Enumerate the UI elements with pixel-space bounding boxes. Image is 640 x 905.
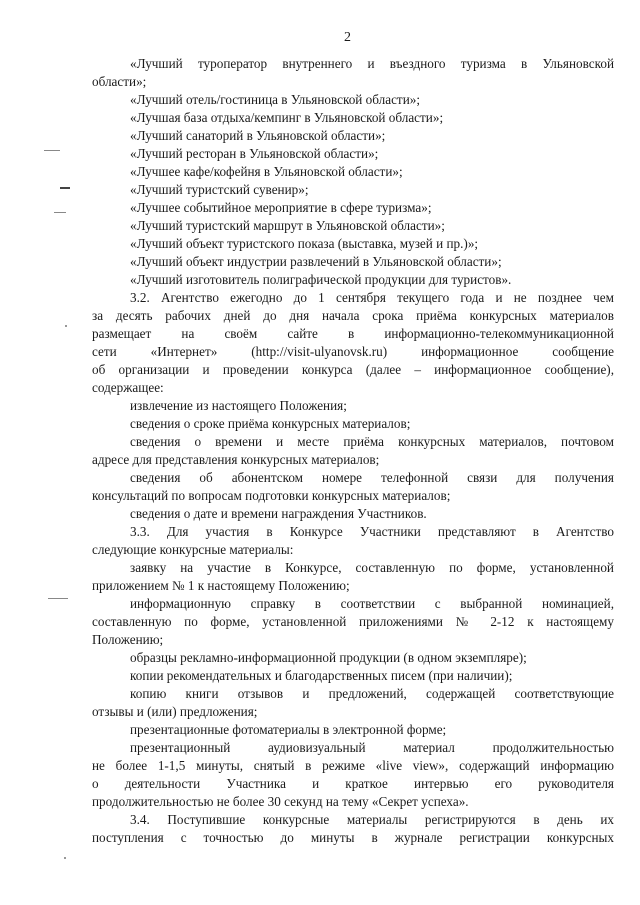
- text-line: «Лучшее кафе/кофейня в Ульяновской области»;: [130, 164, 403, 179]
- text-line: адресе для представления конкурсных материалов;: [92, 452, 380, 467]
- text-line: приложением № 1 к настоящему Положению;: [92, 578, 350, 593]
- text-line: «Лучший туристский маршрут в Ульяновской области»;: [130, 218, 445, 233]
- text-line: «Лучший объект индустрии развлечений в Ульяновской области»;: [130, 254, 502, 269]
- text-line: «Лучшее событийное мероприятие в сфере туризма»;: [130, 200, 432, 215]
- text-line: Положению;: [92, 632, 164, 647]
- text-line: «Лучший туристский сувенир»;: [130, 182, 309, 197]
- document-body: [92, 55, 614, 847]
- text-line: составленную по форме, установленной приложениями № 2-12 к настоящему: [92, 614, 614, 629]
- text-line: извлечение из настоящего Положения;: [130, 398, 347, 413]
- text-line: о деятельности Участника и краткое интервью его руководителя: [92, 776, 614, 791]
- text-line: 3.2. Агентство ежегодно до 1 сентября текущего года и не позднее чем: [130, 290, 614, 305]
- text-line: «Лучшая база отдыха/кемпинг в Ульяновской области»;: [130, 110, 444, 125]
- text-line: образцы рекламно-информационной продукции (в одном экземпляре);: [130, 650, 527, 665]
- text-line: копию книги отзывов и предложений, содержащей соответствующие: [130, 686, 614, 701]
- text-line: копии рекомендательных и благодарственных писем (при наличии);: [130, 668, 513, 683]
- text-line: информационную справку в соответствии с выбранной номинацией,: [130, 596, 614, 611]
- text-line: сведения о дате и времени награждения Участников.: [130, 506, 427, 521]
- text-line: размещает на своём сайте в информационно-телекоммуникационной: [92, 326, 614, 341]
- text-line: «Лучший санаторий в Ульяновской области»;: [130, 128, 386, 143]
- scan-artifact: [65, 325, 67, 327]
- text-line: «Лучший отель/гостиница в Ульяновской области»;: [130, 92, 421, 107]
- scan-artifact: [60, 187, 70, 189]
- text-line: «Лучший ресторан в Ульяновской области»;: [130, 146, 379, 161]
- text-line: об организации и проведении конкурса (далее – информационное сообщение),: [92, 362, 614, 377]
- text-line: презентационные фотоматериалы в электронной форме;: [130, 722, 447, 737]
- page-number: 2: [344, 30, 351, 45]
- scan-artifact: [44, 150, 60, 151]
- text-line: области»;: [92, 74, 147, 89]
- text-line: 3.3. Для участия в Конкурсе Участники представляют в Агентство: [130, 524, 614, 539]
- text-line: не более 1-1,5 минуты, снятый в режиме «live view», содержащий информацию: [92, 758, 614, 773]
- text-line: 3.4. Поступившие конкурсные материалы регистрируются в день их: [130, 812, 614, 827]
- text-line: заявку на участие в Конкурсе, составленную по форме, установленной: [130, 560, 614, 575]
- text-line: «Лучший объект туристского показа (выставка, музей и пр.)»;: [130, 236, 479, 251]
- text-line: «Лучший изготовитель полиграфической продукции для туристов».: [130, 272, 512, 287]
- text-line: консультаций по вопросам подготовки конкурсных материалов;: [92, 488, 451, 503]
- scan-artifact: [54, 212, 66, 213]
- text-line: сети «Интернет» (http://visit-ulyanovsk.ru) информационное сообщение: [92, 344, 614, 359]
- text-line: сведения о времени и месте приёма конкурсных материалов, почтовом: [130, 434, 614, 449]
- text-line: отзывы и (или) предложения;: [92, 704, 258, 719]
- text-line: сведения об абонентском номере телефонной связи для получения: [130, 470, 614, 485]
- text-line: содержащее:: [92, 380, 164, 395]
- text-line: презентационный аудиовизуальный материал продолжительностью: [130, 740, 614, 755]
- text-line: за десять рабочих дней до дня начала срока приёма конкурсных материалов: [92, 308, 614, 323]
- text-line: продолжительностью не более 30 секунд на тему «Секрет успеха».: [92, 794, 469, 809]
- text-line: следующие конкурсные материалы:: [92, 542, 294, 557]
- text-line: поступления с точностью до минуты в журнале регистрации конкурсных: [92, 830, 614, 845]
- scan-artifact: [48, 598, 68, 599]
- text-line: «Лучший туроператор внутреннего и въездного туризма в Ульяновской: [130, 56, 614, 71]
- text-line: сведения о сроке приёма конкурсных материалов;: [130, 416, 411, 431]
- scan-artifact: [64, 857, 66, 859]
